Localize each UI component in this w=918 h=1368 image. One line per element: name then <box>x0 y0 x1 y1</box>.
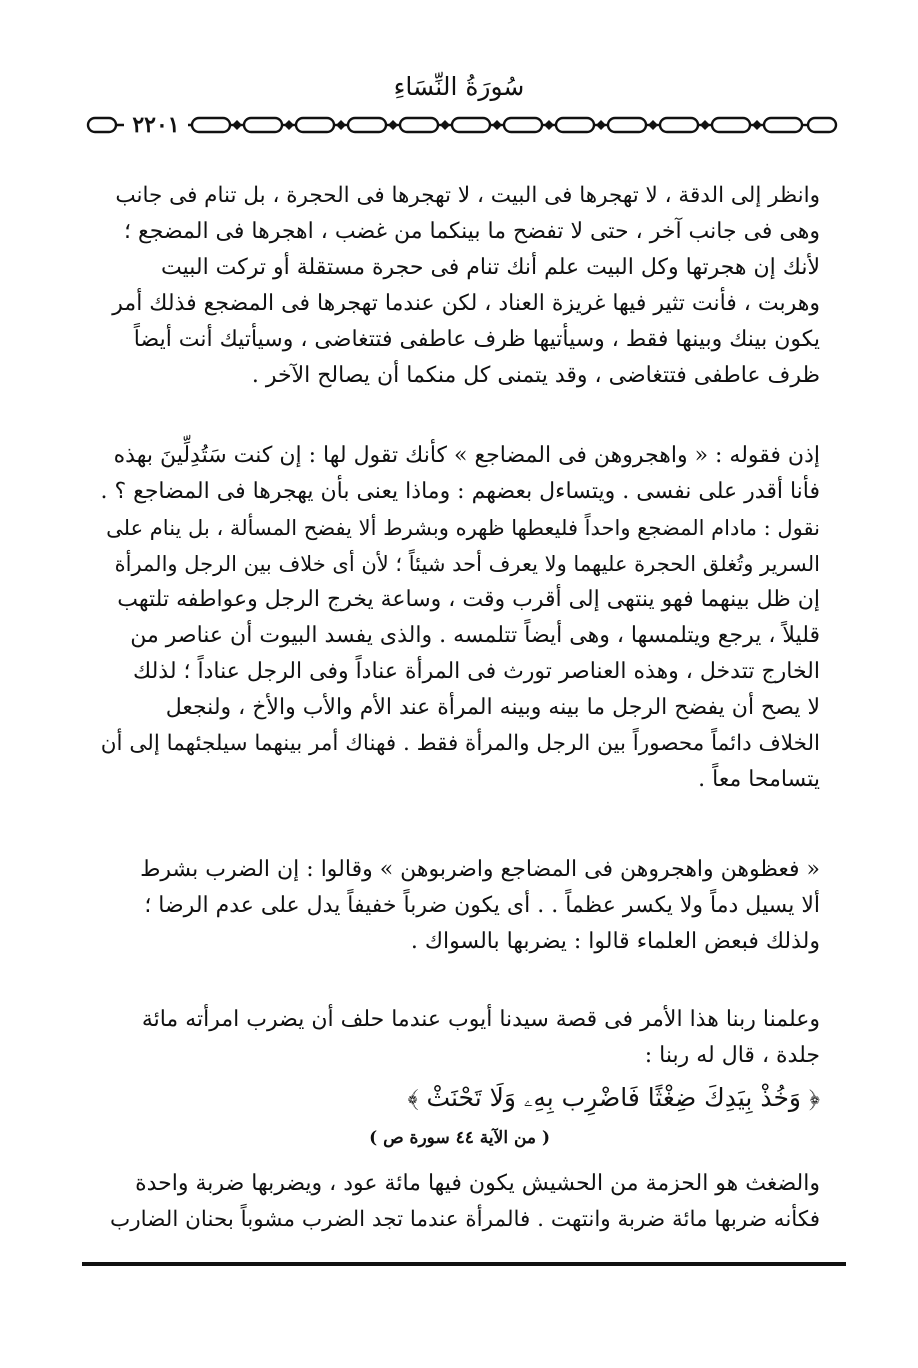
ornamental-header-rule <box>86 112 838 138</box>
text-line: لا يصح أن يفضح الرجل ما بينه وبينه المرأة عند الأم والأب والأخ ، ولنجعل <box>165 695 820 720</box>
text-line: ألا يسيل دماً ولا يكسر عظماً . . أى يكون ضرباً خفيفاً يدل على عدم الرضا ؛ <box>144 893 820 918</box>
text-line: يكون بينك وبينها فقط ، وسيأتيها ظرف عاطفى فتتغاضى ، وسيأتيك أنت أيضاً <box>133 327 820 352</box>
paragraph-1 <box>100 178 820 394</box>
text-line: لأنك إن هجرتها وكل البيت علم أنك تنام فى حجرة مستقلة أو تركت البيت <box>160 255 820 280</box>
text-line: ظرف عاطفى فتتغاضى ، وقد يتمنى كل منكما أن يصالح الآخر . <box>251 363 820 388</box>
text-line: فأنا أقدر على نفسى . ويتساءل بعضهم : وماذا يعنى بأن يهجرها فى المضاجع ؟ . <box>100 479 820 504</box>
text-line: « فعظوهن واهجروهن فى المضاجع واضربوهن » وقالوا : إن الضرب بشرط <box>140 857 820 882</box>
text-line: وانظر إلى الدقة ، لا تهجرها فى البيت ، لا تهجرها فى الحجرة ، بل تنام فى جانب <box>115 183 820 208</box>
text-line: إذن فقوله : « واهجروهن فى المضاجع » كأنك تقول لها : إن كنت سَتُدِلِّينَ بهذه <box>113 443 820 468</box>
text-line: يتسامحا معاً . <box>698 767 820 792</box>
paragraph-4 <box>100 1002 820 1074</box>
text-line: وهى فى جانب آخر ، حتى لا تفضح ما بينكما من غضب ، اهجرها فى المضجع ؛ <box>124 219 820 244</box>
page-number: ٢٢٠١ <box>124 110 188 140</box>
quran-verse: ﴿ وَخُذْ بِيَدِكَ ضِغْثًا فَاضْرِب بِهِۦ وَلَا تَحْنَثْ ﴾ <box>407 1083 820 1112</box>
paragraph-3 <box>100 852 820 960</box>
text-line: والضغث هو الحزمة من الحشيش يكون فيها مائة عود ، ويضربها ضربة واحدة <box>135 1171 820 1196</box>
text-line: السرير وتُغلق الحجرة عليهما ولا يعرف أحد شيئاً ؛ لأن أى خلاف بين الرجل والمرأة <box>114 552 820 576</box>
text-line: وهربت ، فأنت تثير فيها غريزة العناد ، لكن عندما تهجرها فى المضجع فذلك أمر <box>112 291 820 316</box>
paragraph-2 <box>100 438 820 798</box>
text-line: وعلمنا ربنا هذا الأمر فى قصة سيدنا أيوب عندما حلف أن يضرب امرأته مائة <box>141 1007 820 1032</box>
text-line: الخلاف دائماً محصوراً بين الرجل والمرأة فقط . فهناك أمر بينهما سيلجئهما إلى أن <box>100 731 820 756</box>
text-line: نقول : مادام المضجع واحداً فليعطها ظهره وبشرط ألا يفضح المسألة ، بل ينام على <box>106 516 820 540</box>
verse-reference-text: ( من الآية ٤٤ سورة ص ) <box>369 1128 550 1148</box>
text-line: قليلاً ، يرجع ويتلمسها ، وهى أيضاً تتلمسه . والذى يفسد البيوت أن عناصر من <box>130 623 820 648</box>
footer-rule <box>82 1262 846 1266</box>
text-line: الخارج تتدخل ، وهذه العناصر تورث فى المرأة عناداً وفى الرجل عناداً ؛ لذلك <box>133 659 820 684</box>
text-line: جلدة ، قال له ربنا : <box>644 1043 820 1068</box>
text-line: ولذلك فبعض العلماء قالوا : يضربها بالسواك . <box>410 929 820 954</box>
paragraph-5 <box>100 1166 820 1238</box>
text-line: فكأنه ضربها مائة ضربة وانتهت . فالمرأة عندما تجد الضرب مشوباً بحنان الضارب <box>109 1207 820 1232</box>
text-line: إن ظل بينهما فهو ينتهى إلى أقرب وقت ، وساعة يخرج الرجل وعواطفه تلتهب <box>117 587 820 612</box>
surah-title: سُورَةُ النِّسَاءِ <box>393 72 525 101</box>
verse-reference <box>100 1128 820 1148</box>
